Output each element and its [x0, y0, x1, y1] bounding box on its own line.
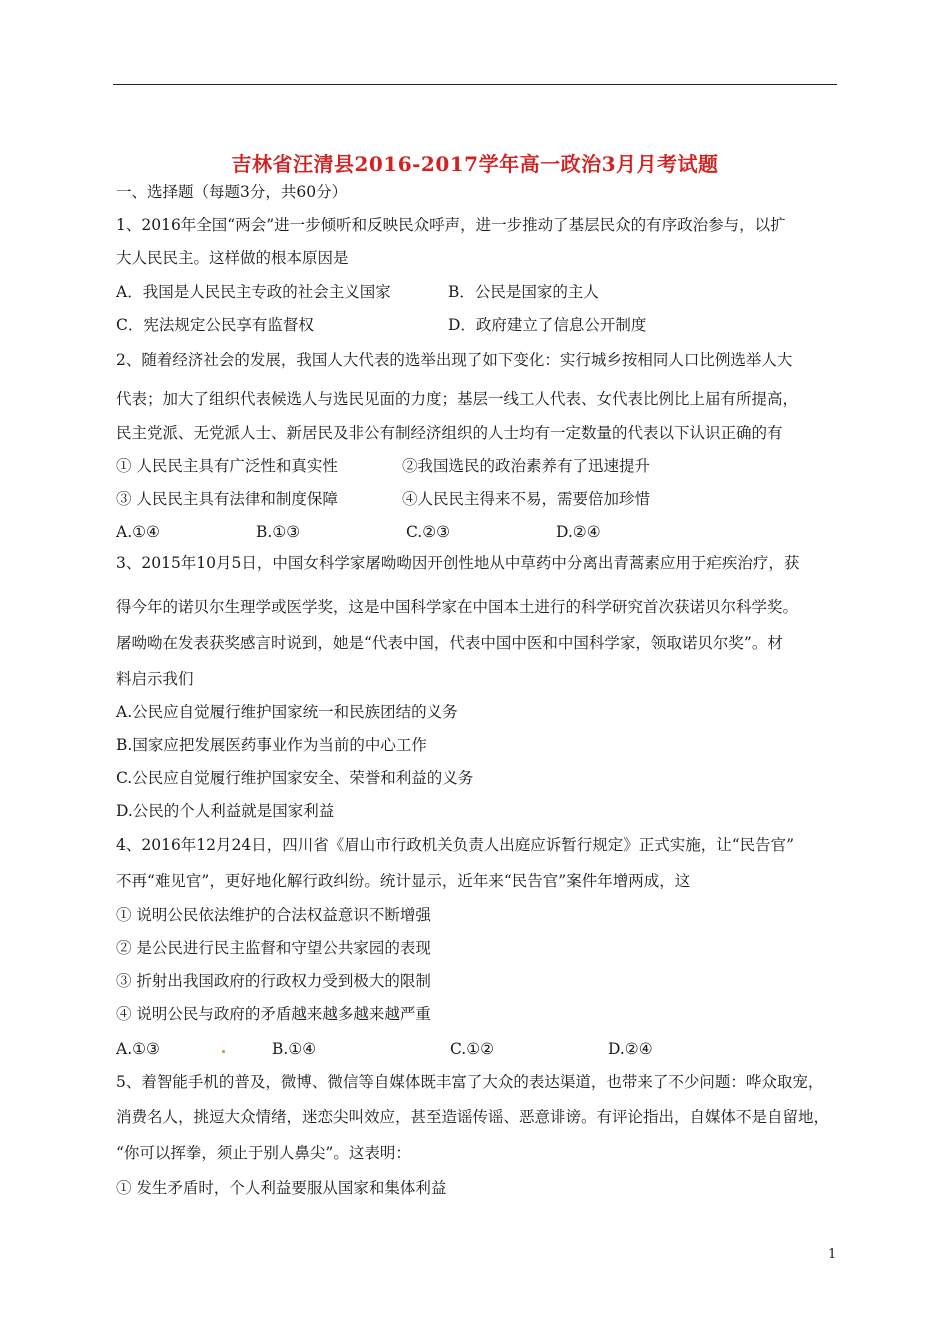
q2-stem-line: 2、随着经济社会的发展，我国人大代表的选举出现了如下变化：实行城乡按相同人口比例选举人大: [116, 351, 793, 369]
q1-option-a: A．我国是人民民主专政的社会主义国家: [116, 283, 391, 301]
q2-stem-line: 民主党派、无党派人士、新居民及非公有制经济组织的人士均有一定数量的代表以下认识正确的有: [116, 424, 783, 442]
q1-stem-line: 大人民民主。这样做的根本原因是: [116, 249, 349, 267]
q3-stem-line: 3、2015年10月5日，中国女科学家屠呦呦因开创性地从中草药中分离出青蒿素应用于疟疾治疗，获: [116, 554, 800, 572]
q3-option-d: D.公民的个人利益就是国家利益: [116, 802, 335, 820]
q4-stem-line: 不再“难见官”，更好地化解行政纠纷。统计显示，近年来“民告官”案件年增两成，这: [116, 872, 691, 890]
q1-stem-line: 1、2016年全国“两会”进一步倾听和反映民众呼声，进一步推动了基层民众的有序政治参与，以扩: [116, 216, 786, 234]
q2-statement-1: ① 人民民主具有广泛性和真实性: [116, 457, 338, 475]
header-rule: [113, 84, 837, 85]
q3-stem-line: 得今年的诺贝尔生理学或医学奖，这是中国科学家在中国本土进行的科学研究首次获诺贝尔科学奖。: [116, 598, 799, 616]
q3-option-b: B.国家应把发展医药事业作为当前的中心工作: [116, 736, 427, 754]
q4-statement-4: ④ 说明公民与政府的矛盾越来越多越来越严重: [116, 1005, 431, 1023]
q4-statement-3: ③ 折射出我国政府的行政权力受到极大的限制: [116, 972, 431, 990]
q2-option-c: C.②③: [406, 523, 451, 541]
q4-option-a: A.①③: [116, 1040, 160, 1058]
q2-statement-3: ③ 人民民主具有法律和制度保障: [116, 490, 338, 508]
q2-statement-2: ②我国选民的政治素养有了迅速提升: [402, 457, 651, 475]
q1-option-d: D．政府建立了信息公开制度: [448, 316, 647, 334]
exam-title: 吉林省汪清县2016-2017学年高一政治3月月考试题: [231, 152, 719, 176]
q2-option-a: A.①④: [116, 523, 160, 541]
q2-stem-line: 代表；加大了组织代表候选人与选民见面的力度；基层一线工人代表、女代表比例比上届有所提高，: [116, 390, 799, 408]
q4-statement-1: ① 说明公民依法维护的合法权益意识不断增强: [116, 906, 431, 924]
q1-option-c: C．宪法规定公民享有监督权: [116, 316, 314, 334]
q4-stem-line: 4、2016年12月24日，四川省《眉山市行政机关负责人出庭应诉暂行规定》正式实施，让“民告官”: [116, 836, 795, 854]
q4-option-c: C.①②: [450, 1040, 495, 1058]
q5-stem-line: “你可以挥拳，须止于别人鼻尖”。这表明：: [116, 1144, 411, 1162]
q3-stem-line: 屠呦呦在发表获奖感言时说到，她是“代表中国，代表中国中医和中国科学家，领取诺贝尔奖”。材: [116, 634, 783, 652]
q4-statement-2: ② 是公民进行民主监督和守望公共家园的表现: [116, 939, 431, 957]
q2-option-b: B.①③: [256, 523, 301, 541]
q1-option-b: B．公民是国家的主人: [448, 283, 599, 301]
q3-option-a: A.公民应自觉履行维护国家统一和民族团结的义务: [116, 703, 458, 721]
section-heading: 一、选择题（每题3分，共60分）: [116, 183, 348, 201]
q3-stem-line: 料启示我们: [116, 670, 194, 688]
q5-stem-line: 消费名人，挑逗大众情绪，迷恋尖叫效应，甚至造谣传谣、恶意诽谤。有评论指出，自媒体不是自留地，: [116, 1108, 830, 1126]
stray-mark: [222, 1050, 225, 1053]
q5-stem-line: 5、着智能手机的普及，微博、微信等自媒体既丰富了大众的表达渠道，也带来了不少问题：哗众取宠，: [116, 1073, 824, 1091]
q4-option-d: D.②④: [608, 1040, 653, 1058]
q4-option-b: B.①④: [272, 1040, 317, 1058]
q2-option-d: D.②④: [556, 523, 601, 541]
page-number: 1: [828, 1247, 837, 1262]
q3-option-c: C.公民应自觉履行维护国家安全、荣誉和利益的义务: [116, 769, 474, 787]
q2-statement-4: ④人民民主得来不易，需要倍加珍惜: [402, 490, 651, 508]
q5-statement-1: ① 发生矛盾时，个人利益要服从国家和集体利益: [116, 1179, 447, 1197]
